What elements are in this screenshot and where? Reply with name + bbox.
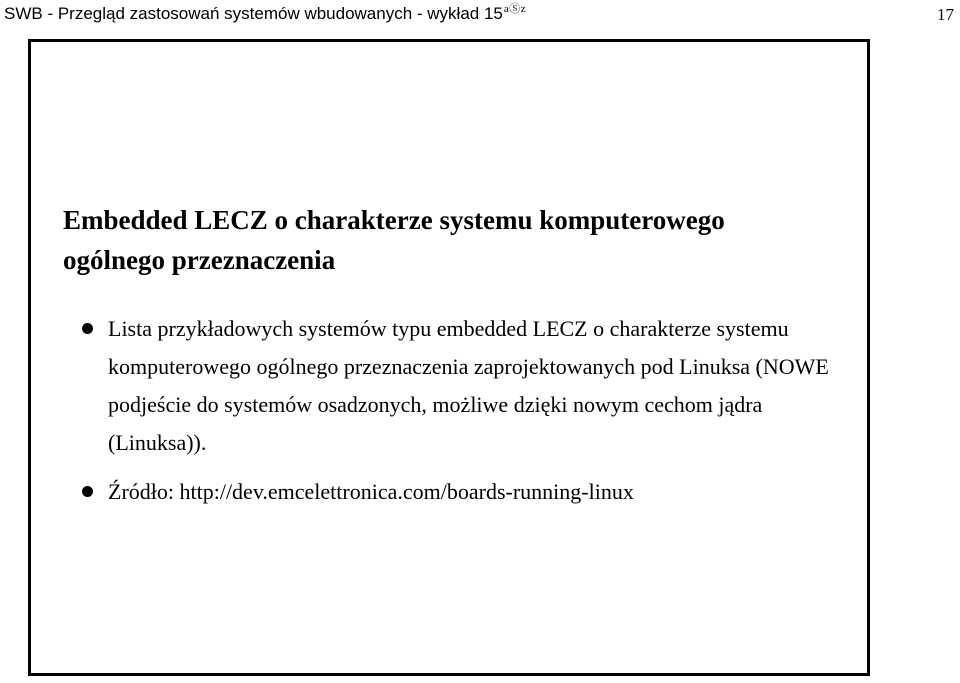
- page-header: [0, 0, 960, 32]
- bullet-item-source: [63, 473, 853, 511]
- slide-title: [63, 200, 853, 280]
- page-number: 17: [937, 5, 954, 24]
- bullet-list: [63, 310, 853, 522]
- bullet-item-embedded-systems-list: [63, 310, 853, 462]
- bullet-text: Źródło: http://dev.emcelettronica.com/boards-running-linux: [108, 479, 634, 504]
- lecture-mark: aⓈz: [503, 3, 527, 16]
- slide-title-line-1: Embedded LECZ o charakterze systemu komputerowego: [63, 205, 725, 235]
- bullet-icon: [82, 323, 93, 334]
- bullet-text: Lista przykładowych systemów typu embedded LECZ o charakterze systemu komputerowego ogólnego przeznaczenia zaprojektowanych pod Linuksa (NOWE podjeście do systemów osadzonych, możliwe dzięki nowym cechom jądra (Linuksa)).: [108, 316, 829, 455]
- document-title: [4, 4, 526, 24]
- bullet-icon: [82, 486, 93, 497]
- document-title-text: SWB - Przegląd zastosowań systemów wbudowanych - wykład 15: [4, 4, 503, 23]
- slide-title-line-2: ogólnego przeznaczenia: [63, 245, 336, 275]
